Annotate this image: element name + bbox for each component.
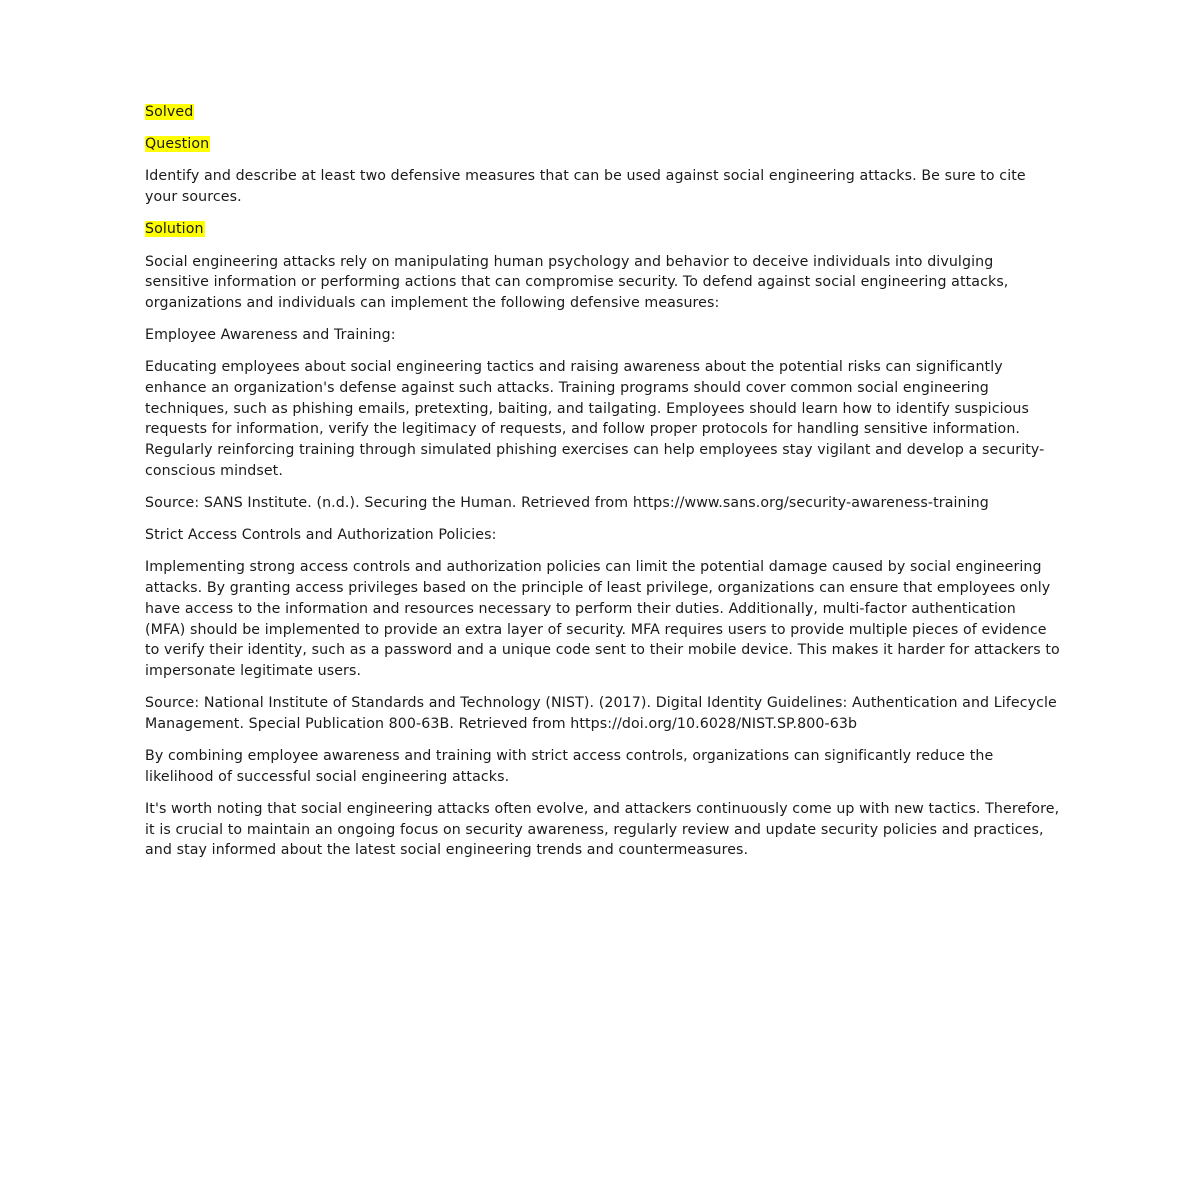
question-text: Identify and describe at least two defensive measures that can be used against social engineering attacks. Be sure to cite your sources. <box>145 168 1026 206</box>
intro-paragraph: Social engineering attacks rely on manipulating human psychology and behavior to deceive individuals into divulging sensitive information or performing actions that can compromise security. To defend against social engineering attacks, organizations and individuals can implement the following defensive measures: <box>145 253 1009 311</box>
section2-heading: Strict Access Controls and Authorization Policies: <box>145 527 497 544</box>
section1-source: Source: SANS Institute. (n.d.). Securing the Human. Retrieved from https://www.sans.org/security-awareness-training <box>145 495 989 512</box>
label-question: Question <box>145 136 210 153</box>
section2-source: Source: National Institute of Standards and Technology (NIST). (2017). Digital Identity Guidelines: Authentication and Lifecycle Management. Special Publication 800-63B. Retrieved from https://doi.org/10.6028/NIST.SP.800-63b <box>145 695 1057 732</box>
label-solved-para <box>145 102 1060 123</box>
section1-heading: Employee Awareness and Training: <box>145 327 396 344</box>
label-solution-para <box>145 219 1060 240</box>
label-solution: Solution <box>145 221 204 238</box>
label-question-para <box>145 134 1060 155</box>
label-solved: Solved <box>145 104 194 120</box>
conclusion-paragraph-1: By combining employee awareness and training with strict access controls, organizations can significantly reduce the likelihood of successful social engineering attacks. <box>145 748 994 785</box>
section1-body: Educating employees about social engineering tactics and raising awareness about the potential risks can significantly enhance an organization's defense against such attacks. Training programs should cover common social engineering techniques, such as phishing emails, pretexting, baiting, and tailgating. Employees should learn how to identify suspicious requests for information, verify the legitimacy of requests, and follow proper protocols for handling sensitive information. Regularly reinforcing training through simulated phishing exercises can help employees stay vigilant and develop a security-conscious mindset. <box>145 359 1045 479</box>
conclusion-paragraph-2: It's worth noting that social engineering attacks often evolve, and attackers continuously come up with new tactics. Therefore, it is crucial to maintain an ongoing focus on security awareness, regularly review and update security policies and practices, and stay informed about the latest social engineering trends and countermeasures. <box>145 800 1060 859</box>
document-page <box>145 102 1060 873</box>
section2-body: Implementing strong access controls and authorization policies can limit the potential damage caused by social engineering attacks. By granting access privileges based on the principle of least privilege, organizations can ensure that employees only have access to the information and resources necessary to perform their duties. Additionally, multi-factor authentication (MFA) should be implemented to provide an extra layer of security. MFA requires users to provide multiple pieces of evidence to verify their identity, such as a password and a unique code sent to their mobile device. This makes it harder for attackers to impersonate legitimate users. <box>145 559 1060 679</box>
